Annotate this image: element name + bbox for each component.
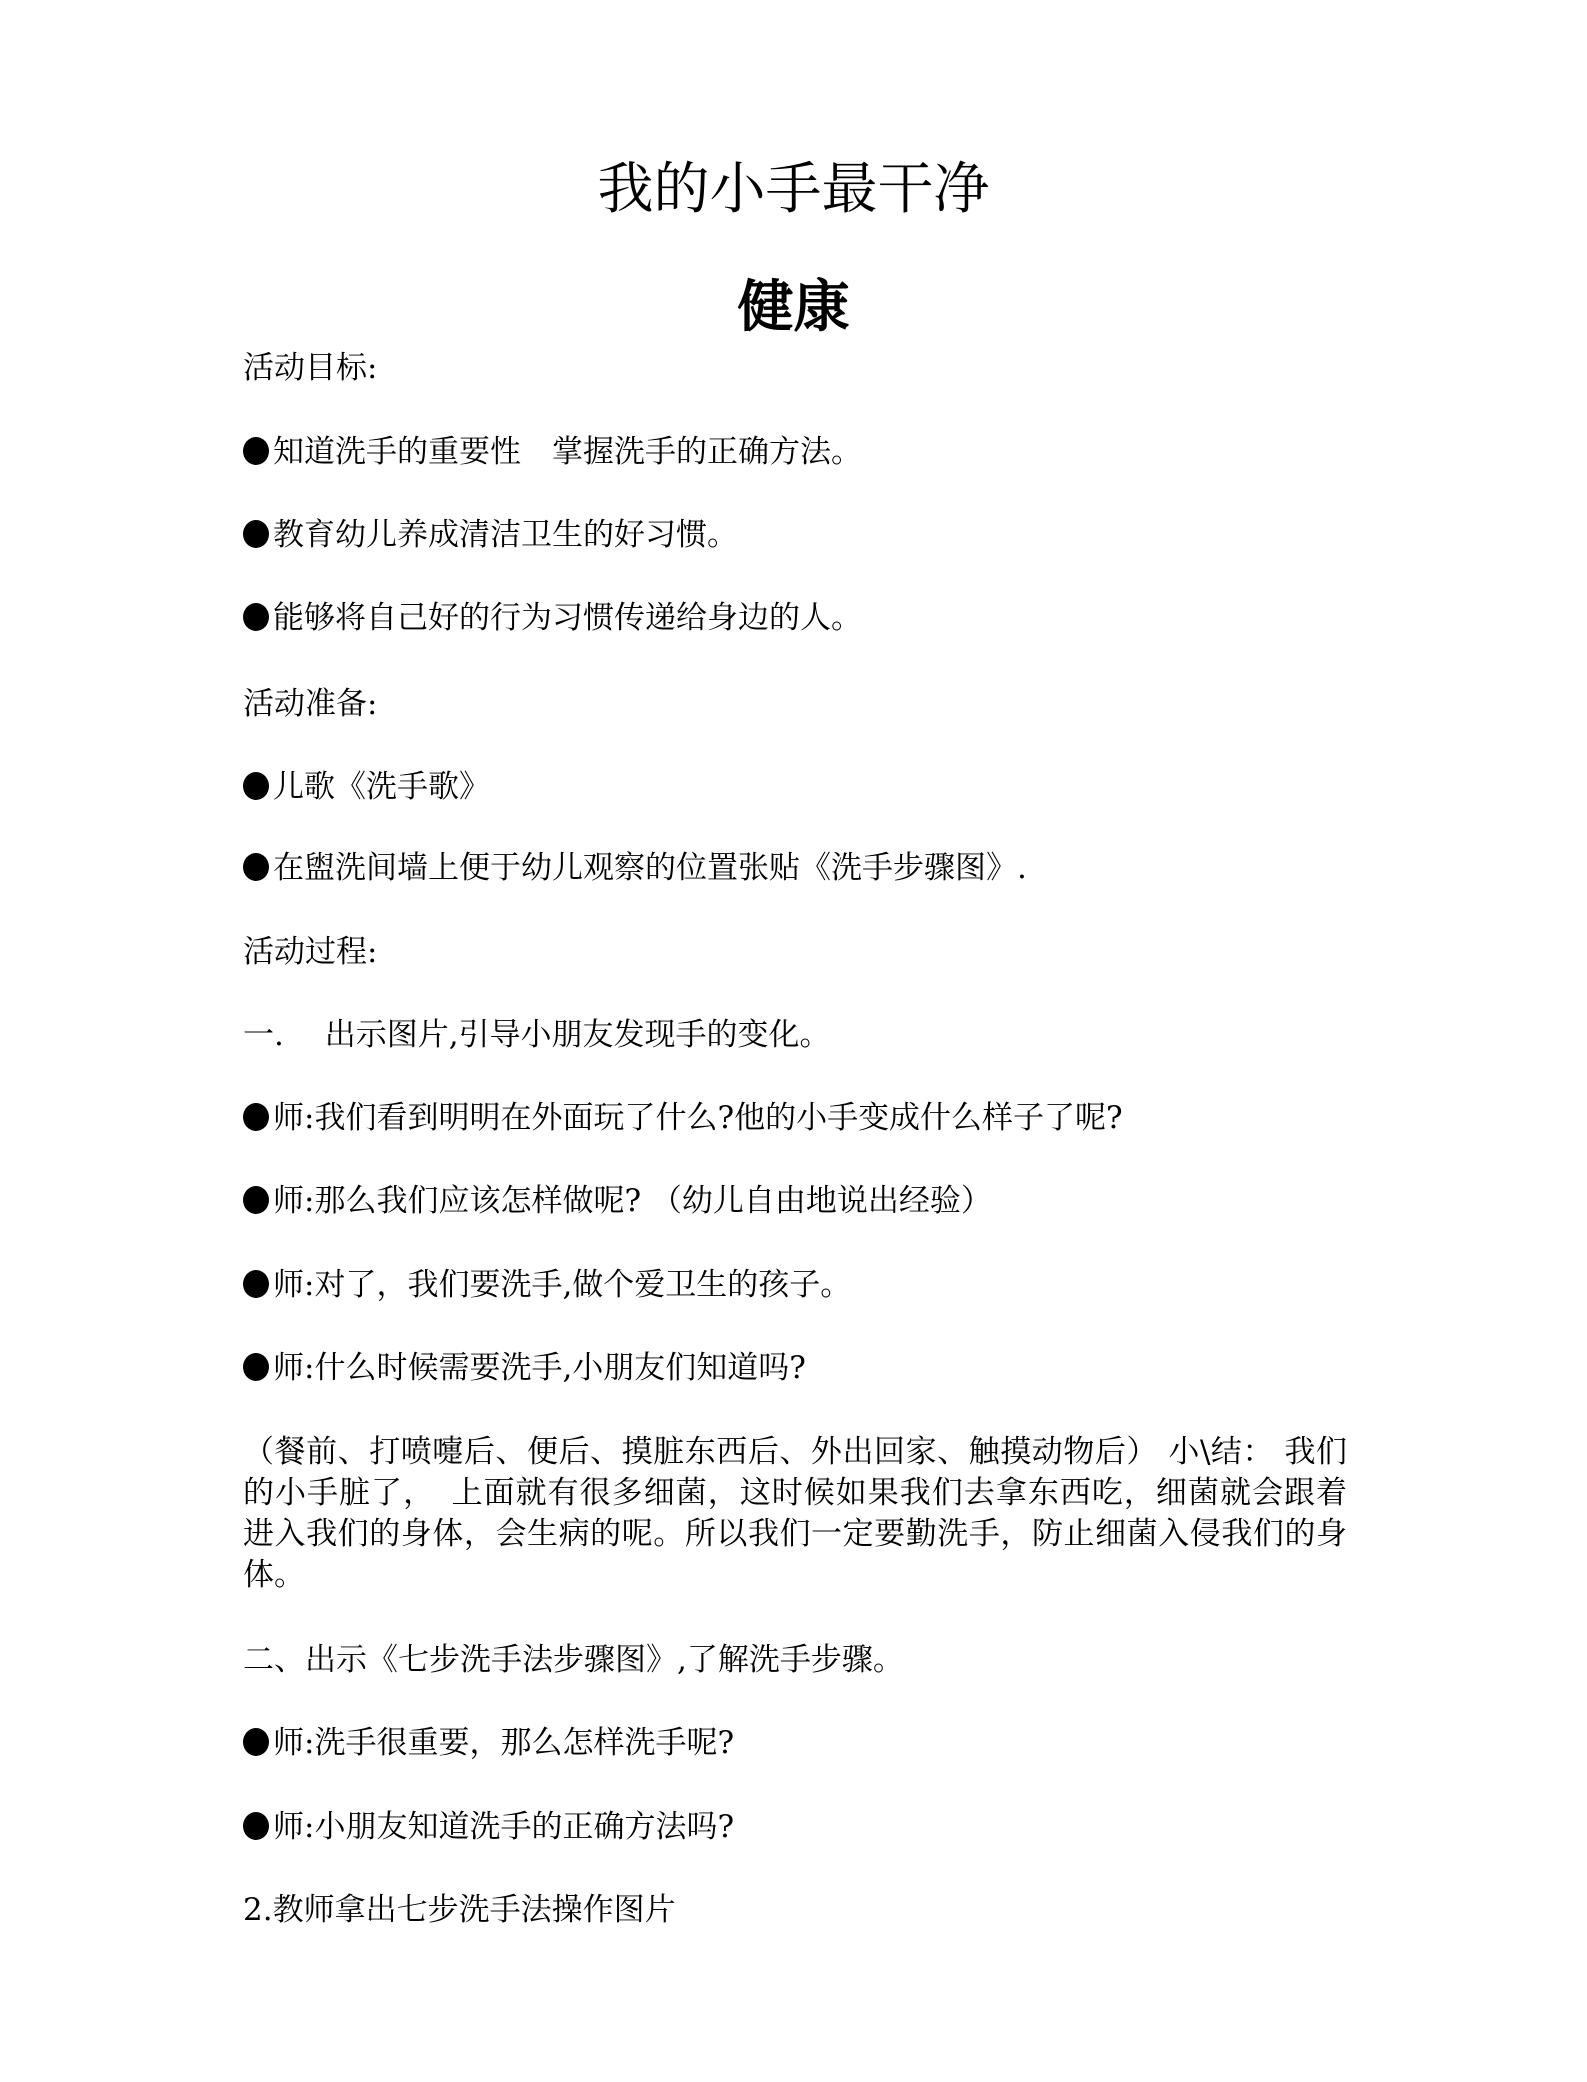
bullet-icon — [243, 1267, 273, 1297]
process-heading: 活动过程: — [243, 934, 378, 970]
step2-item — [243, 1809, 734, 1845]
preparation-item — [243, 850, 1027, 886]
summary-line: 的小手脏了， 上面就有很多细菌，这时候如果我们去拿东西吃，细菌就会跟着 — [243, 1475, 1347, 1511]
preparation-item-text: 在盥洗间墙上便于幼儿观察的位置张贴《洗手步骤图》. — [273, 850, 1027, 886]
preparation-heading: 活动准备: — [243, 686, 378, 722]
preparation-item-text: 儿歌《洗手歌》 — [273, 769, 490, 805]
step1-item — [243, 1267, 851, 1303]
goal-item — [243, 600, 862, 636]
bullet-icon — [243, 1809, 273, 1839]
bullet-icon — [243, 1725, 273, 1755]
bullet-icon — [243, 769, 273, 799]
preparation-item — [243, 769, 490, 805]
goal-item-text: 教育幼儿养成清洁卫生的好习惯。 — [273, 517, 738, 553]
step2-item-text: 师:洗手很重要，那么怎样洗手呢? — [273, 1725, 735, 1761]
bullet-icon — [243, 434, 273, 464]
bullet-icon — [243, 1350, 273, 1380]
bullet-icon — [243, 517, 273, 547]
step2-heading: 二、出示《七步洗手法步骤图》,了解洗手步骤。 — [243, 1642, 904, 1678]
step1-item-text: 师:什么时候需要洗手,小朋友们知道吗? — [273, 1350, 806, 1386]
bullet-icon — [243, 850, 273, 880]
bullet-icon — [243, 600, 273, 630]
document-title: 我的小手最干净 — [597, 157, 990, 222]
bullet-icon — [243, 1183, 273, 1213]
summary-line: 体。 — [243, 1557, 305, 1593]
step2-item-text: 师:小朋友知道洗手的正确方法吗? — [273, 1809, 735, 1845]
step2-numbered-item: 2.教师拿出七步洗手法操作图片 — [243, 1892, 676, 1928]
summary-paragraph — [243, 1432, 1347, 1596]
summary-line: 进入我们的身体，会生病的呢。所以我们一定要勤洗手，防止细菌入侵我们的身 — [243, 1516, 1347, 1552]
step1-item — [243, 1350, 806, 1386]
document-subtitle: 健康 — [737, 274, 850, 340]
step1-item — [243, 1100, 1123, 1136]
step2-item — [243, 1725, 734, 1761]
goal-item — [243, 517, 738, 553]
step1-item-text: 师:我们看到明明在外面玩了什么?他的小手变成什么样子了呢? — [273, 1100, 1123, 1136]
step1-item-text: 师:那么我们应该怎样做呢? （幼儿自由地说出经验） — [273, 1183, 992, 1219]
goal-item-text: 能够将自己好的行为习惯传递给身边的人。 — [273, 600, 862, 636]
bullet-icon — [243, 1100, 273, 1130]
goal-item-text: 知道洗手的重要性 掌握洗手的正确方法。 — [273, 434, 862, 470]
summary-line: （餐前、打喷嚏后、便后、摸脏东西后、外出回家、触摸动物后） 小\结： 我们 — [243, 1434, 1347, 1470]
step1-item-text: 师:对了，我们要洗手,做个爱卫生的孩子。 — [273, 1267, 852, 1303]
step1-heading: 一. 出示图片,引导小朋友发现手的变化。 — [243, 1017, 831, 1053]
goal-item — [243, 434, 862, 470]
goals-heading: 活动目标: — [243, 350, 378, 386]
step1-item — [243, 1183, 992, 1219]
